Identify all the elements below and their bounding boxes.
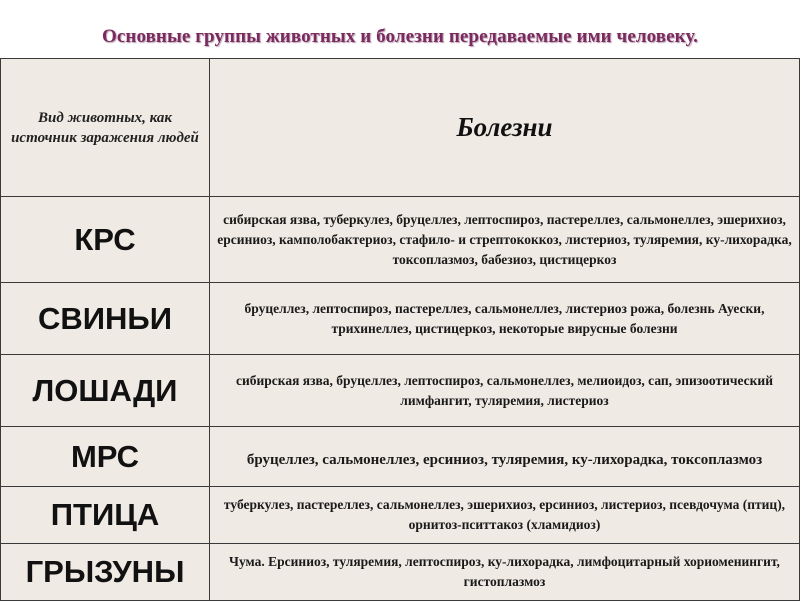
animal-diseases-table: [0, 58, 800, 601]
header-animal-type: Вид животных, как источник заражения людей: [1, 59, 210, 197]
table-row: [1, 355, 800, 427]
table-header-row: [1, 59, 800, 197]
table-row: [1, 487, 800, 544]
animal-cell: ПТИЦА: [1, 487, 210, 544]
animal-cell: МРС: [1, 427, 210, 487]
table-row: [1, 197, 800, 283]
diseases-cell: Чума. Ерсиниоз, туляремия, лептоспироз, ку-лихорадка, лимфоцитарный хориоменингит, гистоплазмоз: [210, 544, 800, 601]
diseases-cell: бруцеллез, сальмонеллез, ерсиниоз, туляремия, ку-лихорадка, токсоплазмоз: [210, 427, 800, 487]
animal-cell: ЛОШАДИ: [1, 355, 210, 427]
header-diseases: Болезни: [210, 59, 800, 197]
page-title: Основные группы животных и болезни передаваемые ими человеку.: [101, 26, 698, 47]
diseases-cell: бруцеллез, лептоспироз, пастереллез, сальмонеллез, листериоз рожа, болезнь Ауески, трихинеллез, цистицеркоз, некоторые вирусные болезни: [210, 283, 800, 355]
table-row: [1, 283, 800, 355]
animal-cell: СВИНЬИ: [1, 283, 210, 355]
animal-cell: КРС: [1, 197, 210, 283]
diseases-cell: сибирская язва, туберкулез, бруцеллез, лептоспироз, пастереллез, сальмонеллез, эшерихиоз, ерсиниоз, камполобактериоз, стафило- и стрептококкоз, листериоз, туляремия, ку-лихорадка, токсоплазмоз, бабезиоз, цистицеркоз: [210, 197, 800, 283]
table-row: [1, 427, 800, 487]
animal-cell: ГРЫЗУНЫ: [1, 544, 210, 601]
diseases-cell: сибирская язва, бруцеллез, лептоспироз, сальмонеллез, мелиоидоз, сап, эпизоотический лимфангит, туляремия, листериоз: [210, 355, 800, 427]
diseases-cell: туберкулез, пастереллез, сальмонеллез, эшерихиоз, ерсиниоз, листериоз, псевдочума (птиц), орнитоз-пситтакоз (хламидиоз): [210, 487, 800, 544]
table-row: [1, 544, 800, 601]
